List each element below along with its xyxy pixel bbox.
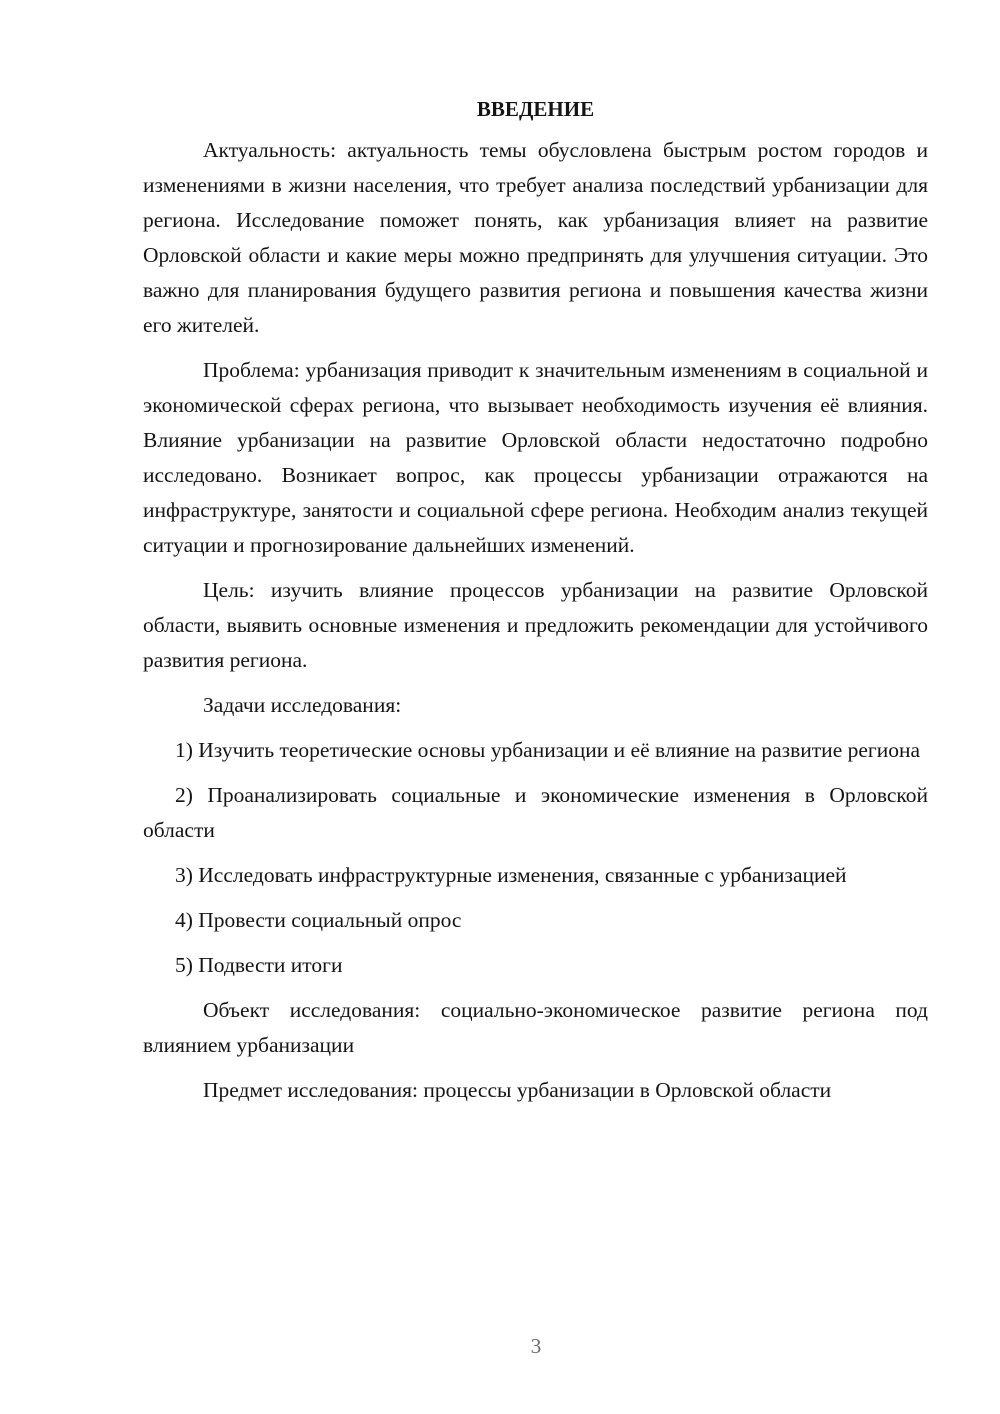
goal-paragraph: Цель: изучить влияние процессов урбанизации на развитие Орловской области, выявить основные изменения и предложить рекомендации для устойчивого развития региона. bbox=[143, 578, 928, 672]
section-heading: ВВЕДЕНИЕ bbox=[476, 97, 595, 121]
problem-paragraph: Проблема: урбанизация приводит к значительным изменениям в социальной и экономической сферах региона, что вызывает необходимость изучения её влияния. Влияние урбанизации на развитие Орловской области недостаточно подробно исследовано. Возникает вопрос, как процессы урбанизации отражаются на инфраструктуре, занятости и социальной сфере региона. Необходим анализ текущей ситуации и прогнозирование дальнейших изменений. bbox=[143, 358, 928, 557]
subject-paragraph: Предмет исследования: процессы урбанизации в Орловской области bbox=[203, 1078, 832, 1102]
task-item: 3) Исследовать инфраструктурные изменения, связанные с урбанизацией bbox=[175, 863, 847, 887]
task-item: 2) Проанализировать социальные и экономические изменения в Орловской области bbox=[143, 783, 928, 842]
page-number: 3 bbox=[530, 1334, 542, 1358]
task-item: 5) Подвести итоги bbox=[175, 953, 343, 977]
object-paragraph: Объект исследования: социально-экономическое развитие региона под влиянием урбанизации bbox=[143, 998, 928, 1057]
page-body bbox=[143, 92, 928, 1118]
tasks-title: Задачи исследования: bbox=[203, 693, 402, 717]
relevance-paragraph: Актуальность: актуальность темы обусловлена быстрым ростом городов и изменениями в жизни населения, что требует анализа последствий урбанизации для региона. Исследование поможет понять, как урбанизация влияет на развитие Орловской области и какие меры можно предпринять для улучшения ситуации. Это важно для планирования будущего развития региона и повышения качества жизни его жителей. bbox=[143, 138, 928, 337]
task-item: 1) Изучить теоретические основы урбанизации и её влияние на развитие региона bbox=[175, 738, 921, 762]
task-item: 4) Провести социальный опрос bbox=[175, 908, 462, 932]
